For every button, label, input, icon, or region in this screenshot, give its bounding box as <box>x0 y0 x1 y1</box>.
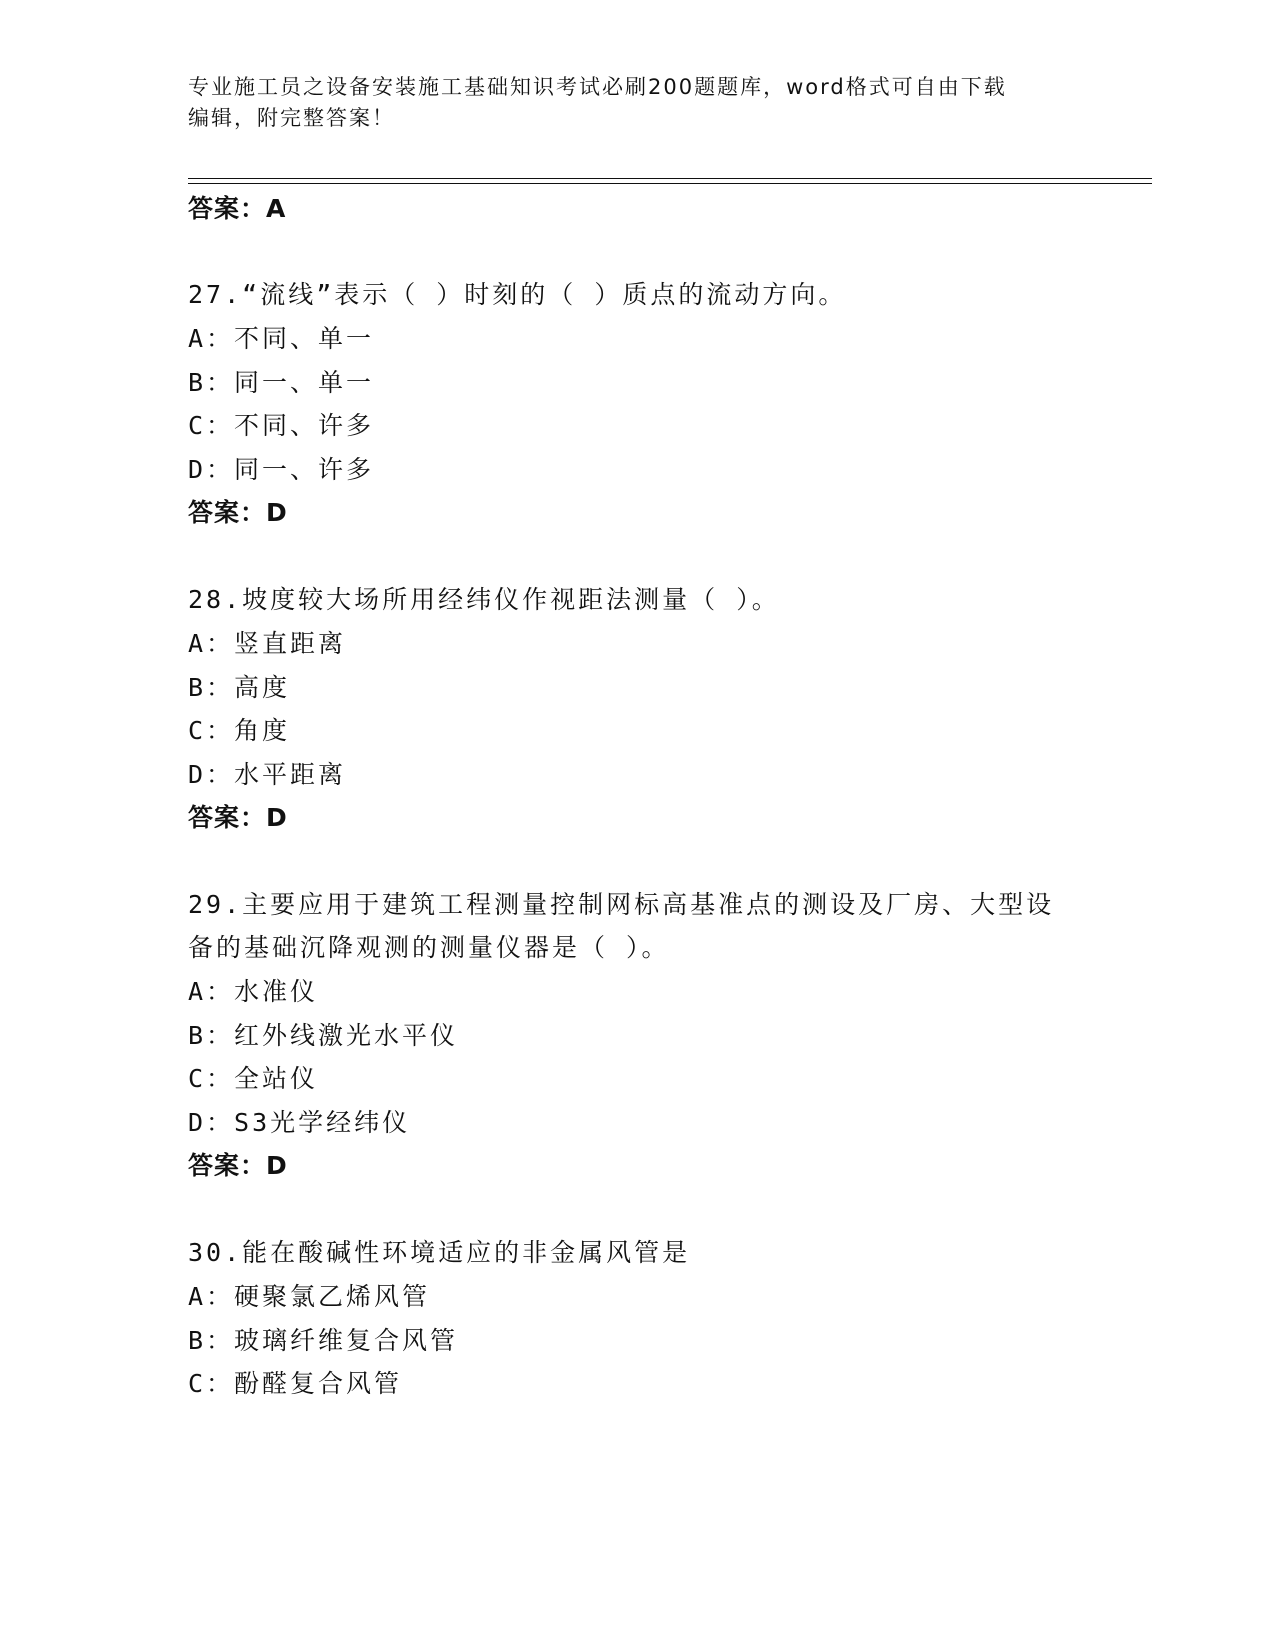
question-28-option-d: D：水平距离 <box>188 760 347 789</box>
question-29-line-2: 备的基础沉降观测的测量仪器是（ ）。 <box>188 933 670 962</box>
question-27-option-b: B：同一、单一 <box>188 368 375 397</box>
question-30-option-c: C：酚醛复合风管 <box>188 1369 403 1398</box>
question-27-option-d: D：同一、许多 <box>188 455 375 484</box>
question-29-option-d: D：S3光学经纬仪 <box>188 1108 411 1137</box>
question-29-option-a: A：水准仪 <box>188 977 319 1006</box>
document-header <box>188 72 1088 134</box>
question-28-option-b: B：高度 <box>188 673 291 702</box>
question-30-option-b: B：玻璃纤维复合风管 <box>188 1326 459 1355</box>
question-29-option-b: B：红外线激光水平仪 <box>188 1021 459 1050</box>
header-divider-thin <box>188 178 1152 179</box>
header-divider-thick <box>188 183 1152 184</box>
answer-28: 答案：D <box>188 803 288 832</box>
question-29-option-c: C：全站仪 <box>188 1064 319 1093</box>
header-title-line-1: 专业施工员之设备安装施工基础知识考试必刷200题题库，word格式可自由下载 <box>188 75 1007 99</box>
answer-29: 答案：D <box>188 1151 288 1180</box>
answer-26: 答案：A <box>188 194 287 223</box>
question-28-option-c: C：角度 <box>188 716 291 745</box>
question-30-option-a: A：硬聚氯乙烯风管 <box>188 1282 431 1311</box>
question-27-option-a: A：不同、单一 <box>188 324 375 353</box>
question-29-line-1: 29.主要应用于建筑工程测量控制网标高基准点的测设及厂房、大型设 <box>188 890 1055 919</box>
question-27-option-c: C：不同、许多 <box>188 411 375 440</box>
question-27: 27.“流线”表示（ ）时刻的（ ）质点的流动方向。 <box>188 280 847 309</box>
question-30: 30.能在酸碱性环境适应的非金属风管是 <box>188 1238 691 1267</box>
header-title-line-2: 编辑，附完整答案！ <box>188 106 395 130</box>
answer-27: 答案：D <box>188 498 288 527</box>
question-28-option-a: A：竖直距离 <box>188 629 347 658</box>
question-28: 28.坡度较大场所用经纬仪作视距法测量（ ）。 <box>188 585 780 614</box>
